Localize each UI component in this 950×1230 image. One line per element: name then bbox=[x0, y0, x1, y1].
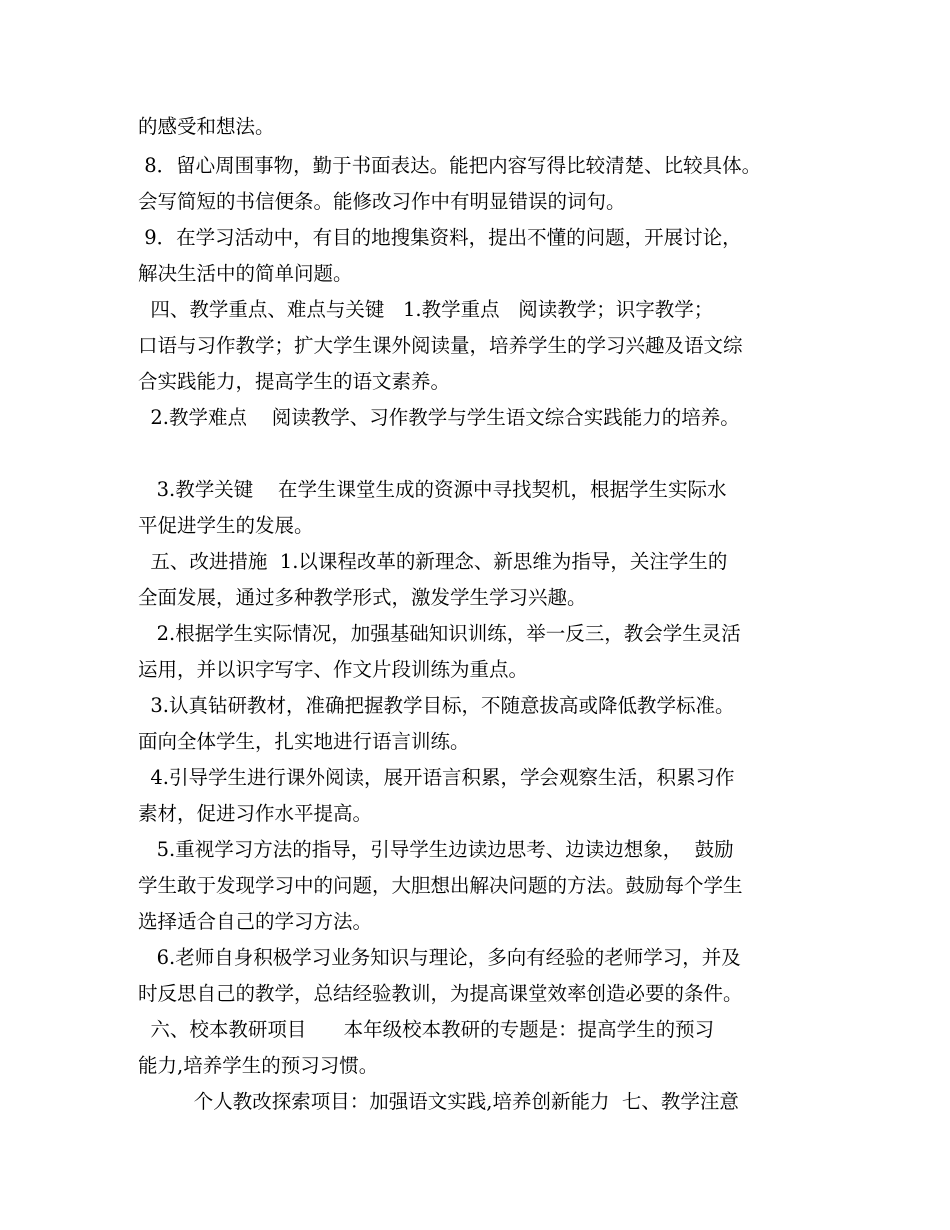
text-line: 平促进学生的发展。 bbox=[138, 514, 314, 537]
text-line: 解决生活中的简单问题。 bbox=[138, 262, 353, 285]
text-line: 时反思自己的教学，总结经验教训，为提高课堂效率创造必要的条件。 bbox=[138, 982, 743, 1005]
text-line: 2.根据学生实际情况，加强基础知识训练，举一反三，教会学生灵活 bbox=[138, 622, 741, 645]
text-line: 运用，并以识字写字、作文片段训练为重点。 bbox=[138, 658, 529, 681]
text-line: 4.引导学生进行课外阅读，展开语言积累，学会观察生活，积累习作 bbox=[138, 766, 735, 789]
text-line: 3.认真钻研教材，准确把握教学目标，不随意拔高或降低教学标准。 bbox=[138, 694, 735, 717]
text-line: 六、校本教研项目 本年级校本教研的专题是：提高学生的预习 bbox=[138, 1018, 715, 1041]
text-line: 面向全体学生，扎实地进行语言训练。 bbox=[138, 730, 470, 753]
text-line: 五、改进措施 1.以课程改革的新理念、新思维为指导，关注学生的 bbox=[138, 550, 728, 573]
text-line: 全面发展，通过多种教学形式，激发学生学习兴趣。 bbox=[138, 586, 587, 609]
text-line: 的感受和想法。 bbox=[138, 115, 275, 138]
text-line: 能力,培养学生的预习习惯。 bbox=[138, 1054, 379, 1077]
text-line: 2.教学难点 阅读教学、习作教学与学生语文综合实践能力的培养。 bbox=[138, 406, 740, 429]
text-line: 素材，促进习作水平提高。 bbox=[138, 802, 373, 825]
text-line: 选择适合自己的学习方法。 bbox=[138, 910, 373, 933]
text-line: 合实践能力，提高学生的语文素养。 bbox=[138, 370, 451, 393]
text-line: 个人教改探索项目：加强语文实践,培养创新能力 七、教学注意 bbox=[138, 1090, 739, 1113]
text-line: 9．在学习活动中，有目的地搜集资料，提出不懂的问题，开展讨论， bbox=[138, 226, 742, 249]
text-line: 口语与习作教学；扩大学生课外阅读量，培养学生的学习兴趣及语文综 bbox=[138, 334, 743, 357]
text-line: 四、教学重点、难点与关键 1.教学重点 阅读教学；识字教学； bbox=[138, 298, 714, 321]
text-line: 学生敢于发现学习中的问题，大胆想出解决问题的方法。鼓励每个学生 bbox=[138, 874, 743, 897]
text-line: 8．留心周围事物，勤于书面表达。能把内容写得比较清楚、比较具体。 bbox=[138, 154, 762, 177]
text-line: 6.老师自身积极学习业务知识与理论，多向有经验的老师学习，并及 bbox=[138, 946, 741, 969]
text-line: 3.教学关键 在学生课堂生成的资源中寻找契机，根据学生实际水 bbox=[138, 478, 727, 501]
text-line: 5.重视学习方法的指导，引导学生边读边思考、边读边想象， 鼓励 bbox=[138, 838, 734, 861]
text-line: 会写简短的书信便条。能修改习作中有明显错误的词句。 bbox=[138, 190, 626, 213]
